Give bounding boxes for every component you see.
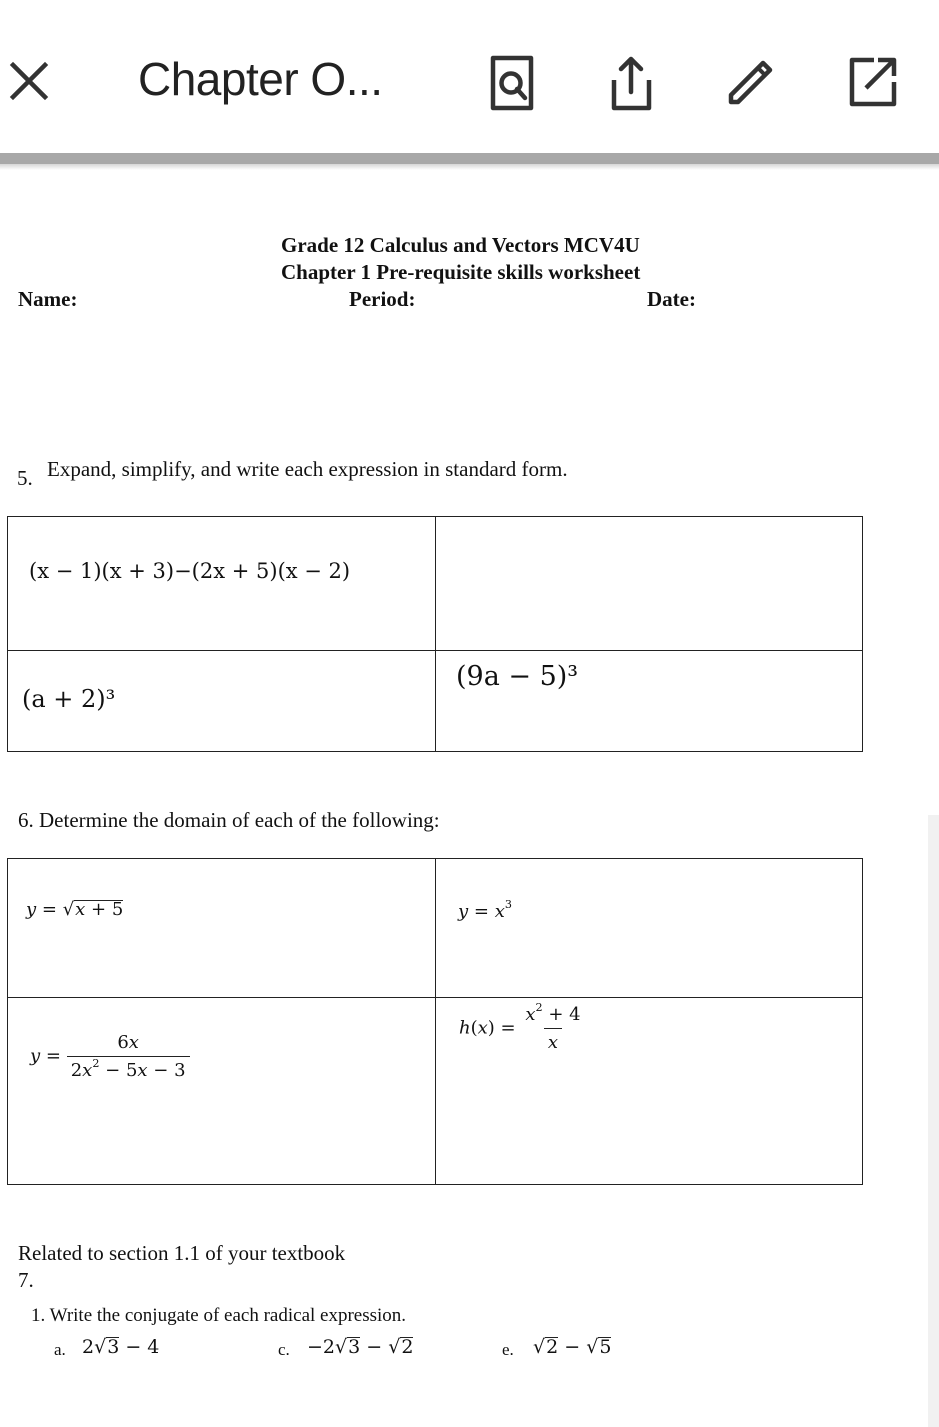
question-6-table xyxy=(7,858,863,1185)
q6-cell-f4 xyxy=(436,998,863,1185)
expr-q6-3: y = $\frac{6x}{2x^2 - 5x - 3}$ xyxy=(30,1032,190,1081)
q5-cell-expr1 xyxy=(8,517,436,651)
share-icon[interactable] xyxy=(603,54,659,112)
related-section-note: Related to section 1.1 of your textbook xyxy=(18,1241,346,1265)
expr-q6-4: h(x) = $\frac{x^2 + 4}{x}$ xyxy=(459,1001,581,1053)
expr-q5-2: (a + 2)³ xyxy=(22,685,116,713)
edit-pencil-icon[interactable] xyxy=(723,54,779,112)
expr-q6-2: $y = x^3$ xyxy=(458,898,512,922)
open-external-icon[interactable] xyxy=(844,54,900,112)
expr-q7-a: 2√3 − 4 xyxy=(82,1336,160,1358)
question-5-table xyxy=(7,516,863,752)
period-label: Period: xyxy=(349,287,416,311)
expr-q5-1: (x − 1)(x + 3)−(2x + 5)(x − 2) xyxy=(29,559,351,583)
name-label: Name: xyxy=(18,287,78,311)
option-a-label: a. xyxy=(54,1340,66,1359)
expr-q6-1: y = √x + 5 xyxy=(26,899,124,920)
expr-q7-c: −2√3 − √2 xyxy=(307,1336,414,1358)
q5-cell-empty xyxy=(436,517,863,651)
question-5-number: 5. xyxy=(17,466,33,490)
q5-cell-expr2 xyxy=(8,651,436,752)
document-title: Chapter O... xyxy=(138,53,383,105)
q6-cell-f3 xyxy=(8,998,436,1185)
date-label: Date: xyxy=(647,287,696,311)
q6-cell-f2 xyxy=(436,859,863,998)
question-6-prompt: 6. Determine the domain of each of the following: xyxy=(18,808,440,832)
close-icon[interactable] xyxy=(6,58,52,104)
toolbar-divider xyxy=(0,153,939,164)
viewer-toolbar xyxy=(0,0,939,155)
question-7-item-1: 1. Write the conjugate of each radical expression. xyxy=(31,1305,407,1326)
expr-q7-e: √2 − √5 xyxy=(533,1336,612,1358)
q5-cell-expr3 xyxy=(436,651,863,752)
search-document-icon[interactable] xyxy=(484,54,540,112)
scrollbar-track[interactable] xyxy=(928,815,939,1427)
question-7-number: 7. xyxy=(18,1268,34,1292)
worksheet-title: Chapter 1 Pre-requisite skills worksheet xyxy=(281,260,641,284)
question-5-prompt: Expand, simplify, and write each expression in standard form. xyxy=(47,457,568,481)
course-title: Grade 12 Calculus and Vectors MCV4U xyxy=(281,233,640,257)
option-c-label: c. xyxy=(278,1340,290,1359)
toolbar-shadow xyxy=(0,164,939,170)
expr-q5-3: (9a − 5)³ xyxy=(456,661,579,692)
option-e-label: e. xyxy=(502,1340,514,1359)
q6-cell-f1 xyxy=(8,859,436,998)
